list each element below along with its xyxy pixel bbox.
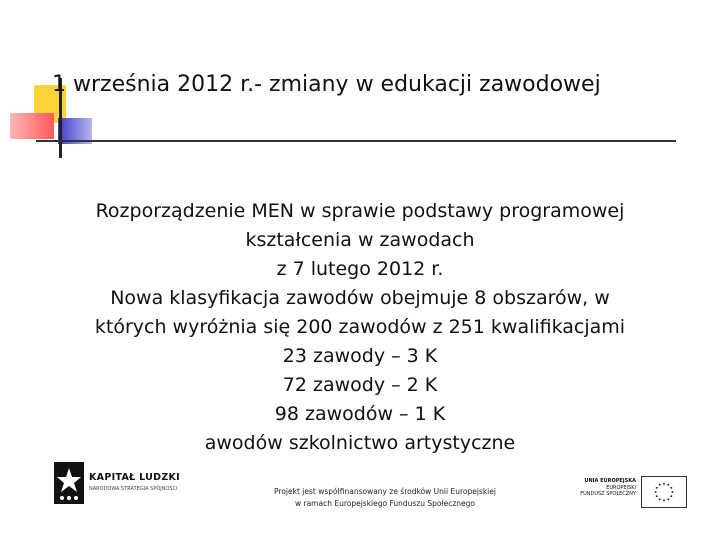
slide-title: 1 września 2012 r.- zmiany w edukacji zawodowej [52,72,601,97]
body-line: 98 zawodów – 1 K [274,403,446,425]
body-line: awodów szkolnictwo artystyczne [204,432,516,454]
kapital-ludzki-logo [52,460,212,508]
project-funding-note [250,486,520,510]
kapital-ludzki-title: KAPITAŁ LUDZKI [89,472,181,483]
body-line: z 7 lutego 2012 r. [276,258,444,280]
body-line: których wyróżnia się 200 zawodów z 251 kwalifikacjami [94,316,626,338]
eu-logo-text [568,478,636,498]
body-line: 72 zawody – 2 K [282,374,438,396]
project-funding-line-1: Projekt jest współfinansowany ze środków Unii Europejskiej [274,487,496,496]
project-funding-line-2: w ramach Europejskiego Funduszu Społecznego [294,499,476,508]
eu-logo-line-1: UNIA EUROPEJSKA [584,478,636,484]
body-line: kształcenia w zawodach [245,229,475,251]
body-line: Nowa klasyfikacja zawodów obejmuje 8 obszarów, w [110,287,610,309]
body-line: 23 zawody – 3 K [282,345,438,367]
body-line: Rozporządzenie MEN w sprawie podstawy programowej [95,200,625,222]
eu-logo [568,476,690,512]
eu-logo-line-3: FUNDUSZ SPOŁECZNY [580,491,636,497]
kapital-ludzki-subtitle: NARODOWA STRATEGIA SPÓJNOŚCI [89,486,178,492]
kapital-ludzki-star-icon [54,462,84,504]
title-underline [36,140,676,142]
decor-red-square [10,113,54,139]
slide-body [40,197,680,458]
eu-flag-icon [641,476,687,508]
eu-logo-line-2: EUROPEJSKI [606,484,636,491]
